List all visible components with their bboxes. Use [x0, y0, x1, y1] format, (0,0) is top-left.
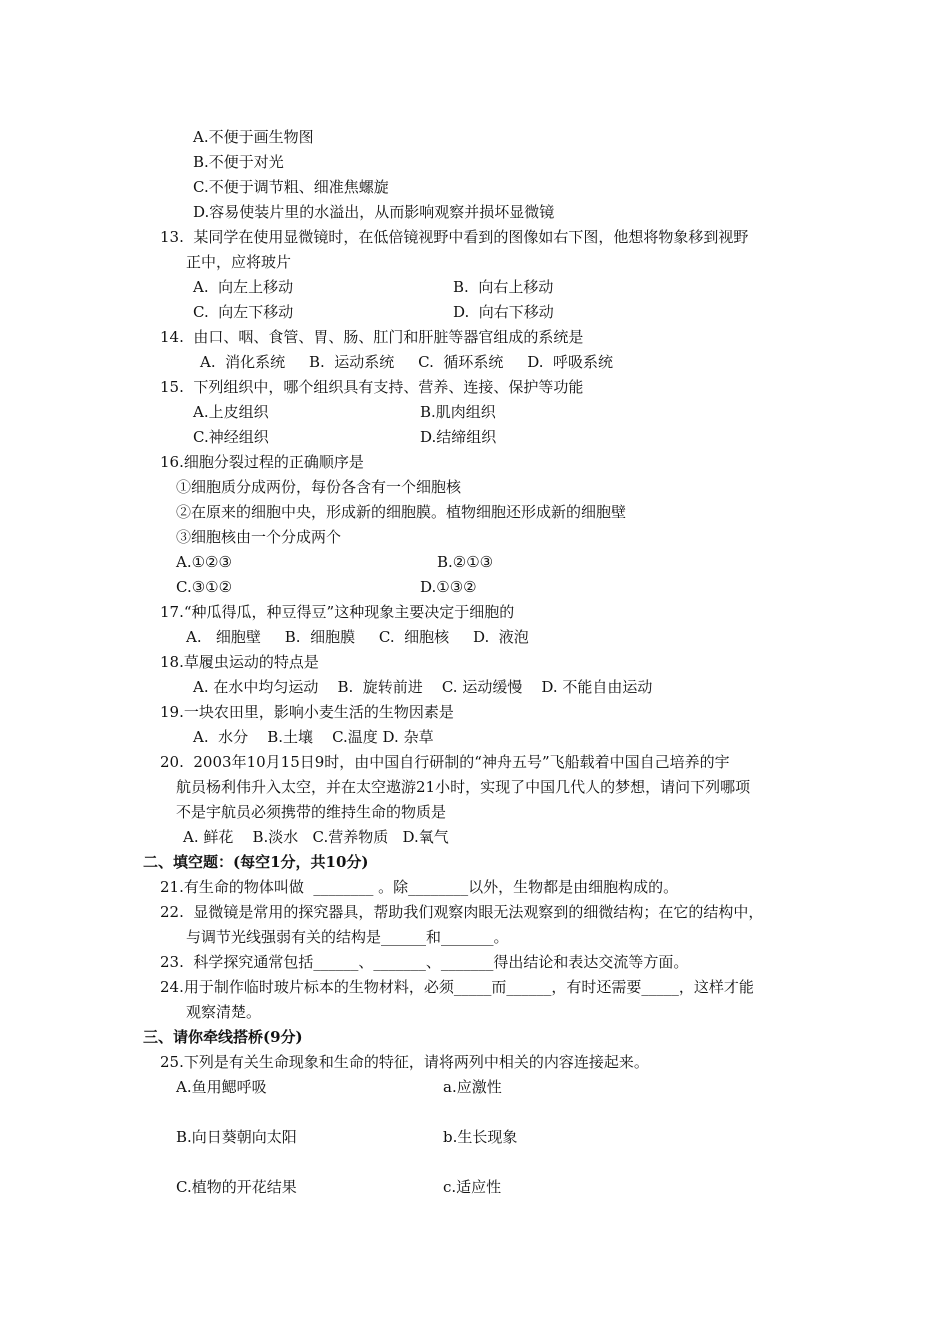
q14-options: A. 消化系统 B. 运动系统 C. 循环系统 D. 呼吸系统: [200, 353, 614, 371]
q16-step-1: ①细胞质分成两份，每份各含有一个细胞核: [176, 478, 462, 496]
q25-right-item: a.应激性: [443, 1078, 502, 1096]
section2-heading: 二、填空题：(每空1分，共10分): [143, 853, 369, 871]
q16-step-3: ③细胞核由一个分成两个: [176, 528, 342, 546]
q24-line2: 观察清楚。: [186, 1003, 262, 1021]
q22-line2: 与调节光线强弱有关的结构是______和_______。: [186, 928, 509, 946]
q24-line1: 24.用于制作临时玻片标本的生物材料，必须_____而______，有时还需要_____，这样才能: [160, 978, 754, 996]
q12-option-c: C.不便于调节粗、细准焦螺旋: [193, 178, 389, 196]
q16-option-d: D.①③②: [420, 578, 477, 596]
q18-options: A. 在水中均匀运动 B. 旋转前进 C. 运动缓慢 D. 不能自由运动: [193, 678, 653, 696]
q15-option-d: D.结缔组织: [420, 428, 497, 446]
q12-option-b: B.不便于对光: [193, 153, 284, 171]
q14-stem: 14. 由口、咽、食管、胃、肠、肛门和肝脏等器官组成的系统是: [160, 328, 584, 346]
q13-stem-line1: 13. 某同学在使用显微镜时，在低倍镜视野中看到的图像如右下图，他想将物象移到视野: [160, 228, 749, 246]
q23: 23. 科学探究通常包括______、_______、_______得出结论和表达交流等方面。: [160, 953, 689, 971]
q13-option-a: A. 向左上移动: [193, 278, 294, 296]
q17-options: A. 细胞壁 B. 细胞膜 C. 细胞核 D. 液泡: [186, 628, 529, 646]
section3-heading: 三、请你牵线搭桥(9分): [143, 1028, 303, 1046]
q13-option-b: B. 向右上移动: [453, 278, 554, 296]
q12-option-a: A.不便于画生物图: [193, 128, 314, 146]
q20-stem-line3: 不是宇航员必须携带的维持生命的物质是: [176, 803, 447, 821]
q15-option-b: B.肌肉组织: [420, 403, 496, 421]
q16-option-c: C.③①②: [176, 578, 233, 596]
q20-options: A. 鲜花 B.淡水 C.营养物质 D.氧气: [183, 828, 449, 846]
q21: 21.有生命的物体叫做 ________ 。除________以外，生物都是由细胞构成的。: [160, 878, 679, 896]
q19-options: A. 水分 B.土壤 C.温度 D. 杂草: [193, 728, 434, 746]
q16-option-b: B.②①③: [437, 553, 494, 571]
q18-stem: 18.草履虫运动的特点是: [160, 653, 319, 671]
q25-stem: 25.下列是有关生命现象和生命的特征，请将两列中相关的内容连接起来。: [160, 1053, 649, 1071]
q15-stem: 15. 下列组织中，哪个组织具有支持、营养、连接、保护等功能: [160, 378, 584, 396]
q20-stem-line1: 20. 2003年10月15日9时，由中国自行研制的“神舟五号”飞船载着中国自己培养的宇: [160, 753, 730, 771]
q15-option-c: C.神经组织: [193, 428, 269, 446]
q25-left-item: B.向日葵朝向太阳: [176, 1128, 297, 1146]
q25-right-item: b.生长现象: [443, 1128, 518, 1146]
q25-left-item: A.鱼用鳃呼吸: [176, 1078, 267, 1096]
q13-stem-line2: 正中，应将玻片: [186, 253, 292, 271]
q15-option-a: A.上皮组织: [193, 403, 269, 421]
q16-stem: 16.细胞分裂过程的正确顺序是: [160, 453, 364, 471]
q20-stem-line2: 航员杨利伟升入太空，并在太空遨游21小时，实现了中国几代人的梦想，请问下列哪项: [176, 778, 751, 796]
q13-option-c: C. 向左下移动: [193, 303, 294, 321]
q22-line1: 22. 显微镜是常用的探究器具，帮助我们观察肉眼无法观察到的细微结构；在它的结构中，: [160, 903, 764, 921]
q19-stem: 19.一块农田里，影响小麦生活的生物因素是: [160, 703, 454, 721]
q25-left-item: C.植物的开花结果: [176, 1178, 297, 1196]
q13-option-d: D. 向右下移动: [453, 303, 554, 321]
q25-right-item: c.适应性: [443, 1178, 502, 1196]
q17-stem: 17.“种瓜得瓜，种豆得豆”这种现象主要决定于细胞的: [160, 603, 515, 621]
q12-option-d: D.容易使装片里的水溢出，从而影响观察并损坏显微镜: [193, 203, 555, 221]
q16-option-a: A.①②③: [176, 553, 232, 571]
q16-step-2: ②在原来的细胞中央，形成新的细胞膜。植物细胞还形成新的细胞壁: [176, 503, 627, 521]
